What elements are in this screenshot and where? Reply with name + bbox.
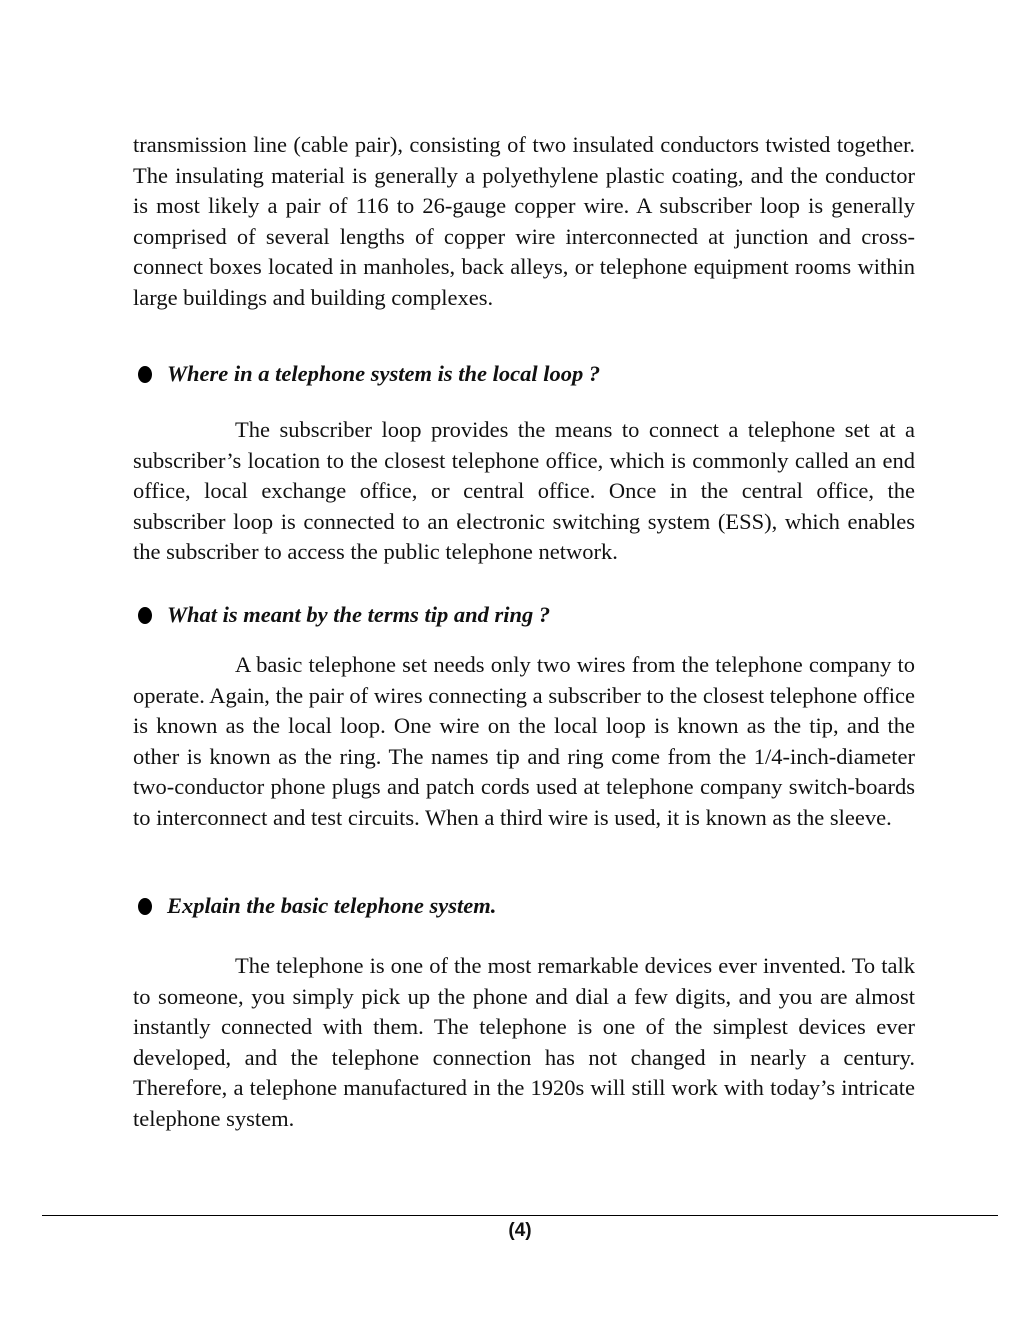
bullet-icon — [138, 607, 152, 624]
bullet-icon — [138, 898, 152, 915]
heading-text: Where in a telephone system is the local loop ? — [167, 361, 601, 386]
intro-text: transmission line (cable pair), consisting of two insulated conductors twisted together. The insulating material is generally a polyethylene plastic coating, and the conductor is most likely a pair of 116 to 26-gauge copper wire. A subscriber loop is generally comprised of several lengths of copper wire interconnected at junction and cross-connect boxes located in manholes, back alleys, or telephone equipment rooms within large buildings and building complexes. — [133, 132, 915, 310]
footer-divider — [42, 1215, 998, 1216]
body-text: The telephone is one of the most remarkable devices ever invented. To talk to someone, you simply pick up the phone and dial a few digits, and you are almost instantly connected with them. The telephone is one of the simplest devices ever developed, and the telephone connection has not changed in nearly a century. Therefore, a telephone manufactured in the 1920s will still work with today’s intricate telephone system. — [133, 953, 915, 1131]
section-body-basic-system — [133, 951, 915, 1134]
section-body-tip-and-ring — [133, 650, 915, 833]
heading-text: Explain the basic telephone system. — [167, 893, 497, 918]
intro-paragraph — [133, 130, 915, 313]
heading-text: What is meant by the terms tip and ring ? — [167, 602, 551, 627]
section-heading-tip-and-ring — [138, 600, 550, 630]
section-heading-local-loop — [138, 359, 600, 389]
bullet-icon — [138, 366, 152, 383]
body-text: The subscriber loop provides the means to connect a telephone set at a subscriber’s location to the closest telephone office, which is commonly called an end office, local exchange office, or central office. Once in the central office, the subscriber loop is connected to an electronic switching system (ESS), which enables the subscriber to access the public telephone network. — [133, 417, 915, 564]
section-body-local-loop — [133, 415, 915, 568]
page-number: (4) — [508, 1220, 532, 1241]
section-heading-basic-system — [138, 891, 496, 921]
body-text: A basic telephone set needs only two wires from the telephone company to operate. Again, the pair of wires connecting a subscriber to the closest telephone office is known as the local loop. One wire on the local loop is known as the tip, and the other is known as the ring. The names tip and ring come from the 1/4-inch-diameter two-conductor phone plugs and patch cords used at telephone company switch-boards to interconnect and test circuits. When a third wire is used, it is known as the sleeve. — [133, 652, 915, 830]
